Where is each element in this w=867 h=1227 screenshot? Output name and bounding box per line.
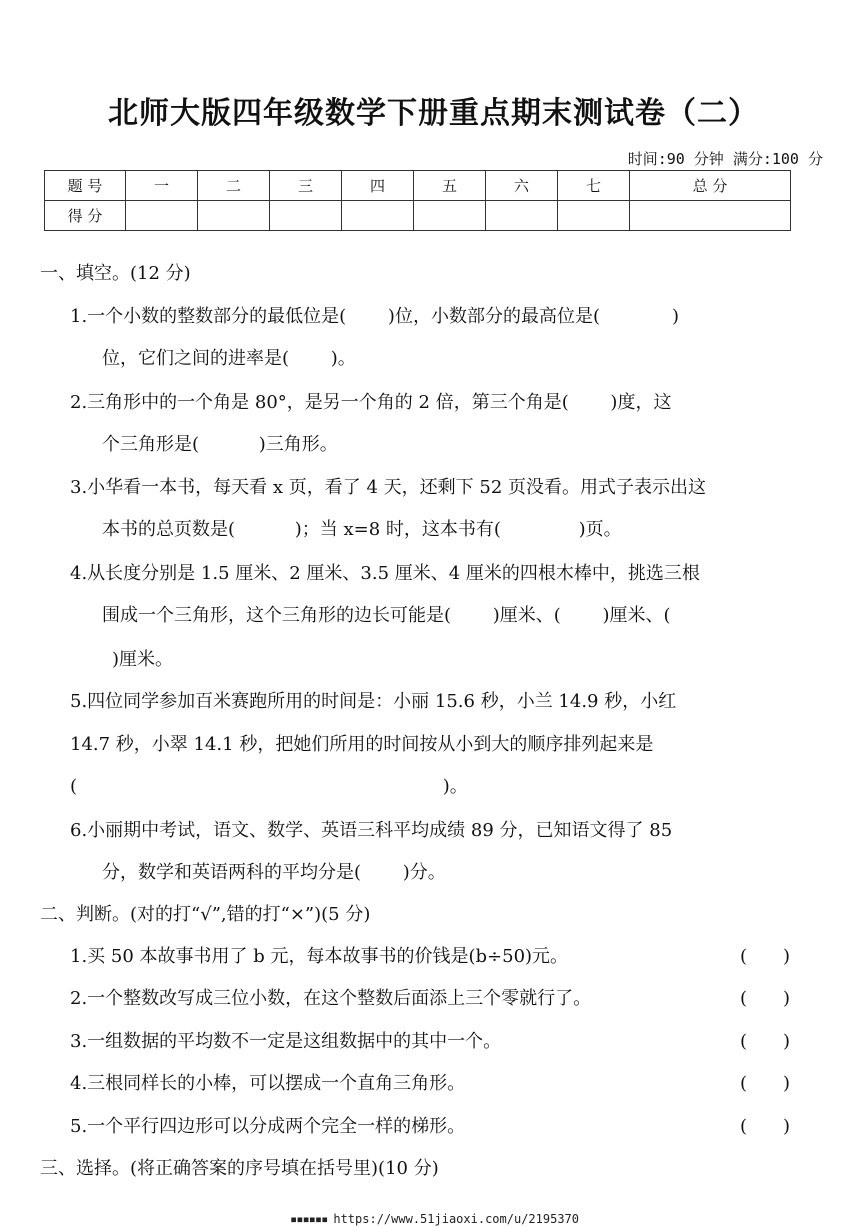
question-line: 6.小丽期中考试，语文、数学、英语三科平均成绩 89 分，已知语文得了 85: [70, 820, 673, 841]
judge-question: 1.买 50 本故事书用了 b 元，每本故事书的价钱是(b÷50)元。: [70, 946, 569, 967]
question-line: 围成一个三角形，这个三角形的边长可能是( )厘米、( )厘米、(: [102, 605, 671, 626]
judge-answer-bracket[interactable]: ( ): [740, 1031, 791, 1052]
question-line: 3.小华看一本书，每天看 x 页，看了 4 天，还剩下 52 页没看。用式子表示出这: [70, 477, 707, 498]
score-input-cell[interactable]: [342, 201, 414, 231]
question-line: 1.一个小数的整数部分的最低位是( )位，小数部分的最高位是( ): [70, 306, 679, 327]
judge-answer-bracket[interactable]: ( ): [740, 1116, 791, 1137]
section-heading-fill: 一、填空。(12 分): [40, 263, 191, 284]
score-cell: 一: [126, 171, 198, 201]
footer-url[interactable]: https://www.51jiaoxi.com/u/2195370: [333, 1212, 579, 1226]
score-cell: 五: [414, 171, 486, 201]
judge-answer-bracket[interactable]: ( ): [740, 946, 791, 967]
question-line: 位，它们之间的进率是( )。: [102, 348, 356, 369]
score-input-cell[interactable]: [486, 201, 558, 231]
judge-question: 5.一个平行四边形可以分成两个完全一样的梯形。: [70, 1116, 466, 1137]
exam-meta: 时间:90 分钟 满分:100 分: [627, 150, 823, 168]
score-input-cell[interactable]: [630, 201, 791, 231]
judge-answer-bracket[interactable]: ( ): [740, 988, 791, 1009]
score-input-cell[interactable]: [126, 201, 198, 231]
judge-question: 4.三根同样长的小棒，可以摆成一个直角三角形。: [70, 1073, 466, 1094]
score-input-cell[interactable]: [198, 201, 270, 231]
question-line: 5.四位同学参加百米赛跑所用的时间是：小丽 15.6 秒，小兰 14.9 秒，小红: [70, 691, 677, 712]
score-input-cell[interactable]: [558, 201, 630, 231]
footer: [290, 1212, 579, 1226]
score-cell: 总 分: [630, 171, 791, 201]
question-line: 14.7 秒，小翠 14.1 秒，把她们所用的时间按从小到大的顺序排列起来是: [70, 734, 654, 755]
judge-question: 3.一组数据的平均数不一定是这组数据中的其中一个。: [70, 1031, 502, 1052]
score-cell: 七: [558, 171, 630, 201]
question-line: 4.从长度分别是 1.5 厘米、2 厘米、3.5 厘米、4 厘米的四根木棒中，挑选三根: [70, 563, 700, 584]
section-heading-choice: 三、选择。(将正确答案的序号填在括号里)(10 分): [40, 1158, 439, 1179]
score-cell: 得 分: [45, 201, 126, 231]
score-table: [44, 170, 791, 231]
score-table-score-row: [45, 201, 791, 231]
question-line: 本书的总页数是( )；当 x=8 时，这本书有( )页。: [102, 519, 622, 540]
question-line: 个三角形是( )三角形。: [102, 434, 338, 455]
page-title: 北师大版四年级数学下册重点期末测试卷（二）: [108, 96, 759, 131]
footer-dots: ▪▪▪▪▪▪: [290, 1212, 328, 1226]
score-cell: 三: [270, 171, 342, 201]
section-heading-judge: 二、判断。(对的打“√”,错的打“×”)(5 分): [40, 904, 371, 925]
score-table-header-row: [45, 171, 791, 201]
question-line: ( )。: [70, 776, 468, 797]
question-line: 2.三角形中的一个角是 80°，是另一个角的 2 倍，第三个角是( )度，这: [70, 392, 672, 413]
judge-question: 2.一个整数改写成三位小数，在这个整数后面添上三个零就行了。: [70, 988, 592, 1009]
question-line: 分，数学和英语两科的平均分是( )分。: [102, 862, 446, 883]
score-input-cell[interactable]: [414, 201, 486, 231]
score-cell: 题 号: [45, 171, 126, 201]
judge-answer-bracket[interactable]: ( ): [740, 1073, 791, 1094]
score-cell: 四: [342, 171, 414, 201]
score-cell: 二: [198, 171, 270, 201]
score-input-cell[interactable]: [270, 201, 342, 231]
score-cell: 六: [486, 171, 558, 201]
question-line: )厘米。: [112, 649, 174, 670]
